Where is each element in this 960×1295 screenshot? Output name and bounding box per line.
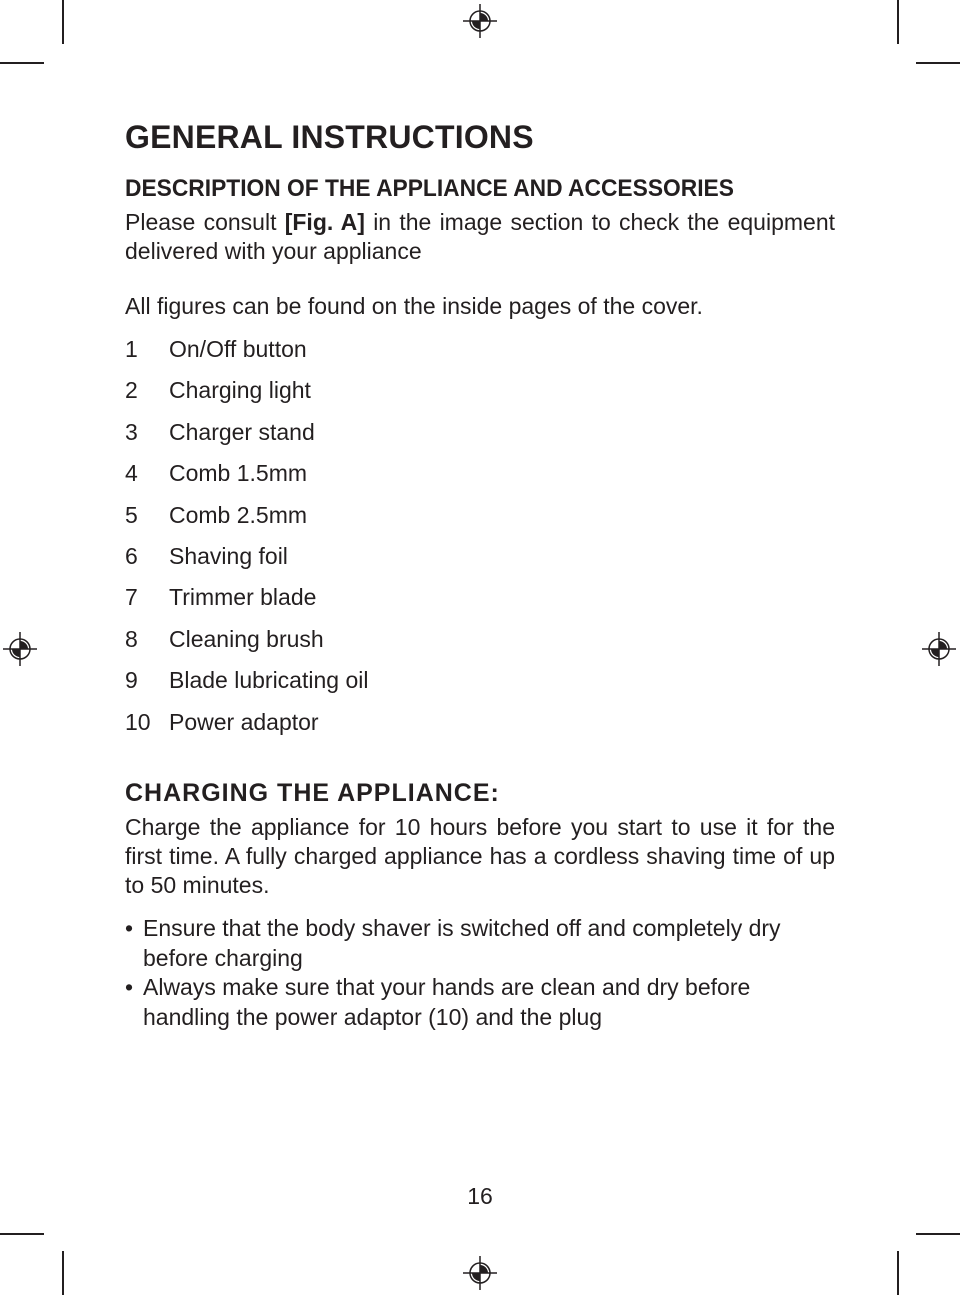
trim-mark [62,1251,64,1295]
trim-mark [897,0,899,44]
item-label: Shaving foil [169,543,288,570]
list-item [125,329,835,370]
intro-paragraph [125,208,835,266]
section-heading-description: DESCRIPTION OF THE APPLIANCE AND ACCESSORIES [125,175,734,202]
list-item [125,453,835,494]
list-item [125,495,835,536]
trim-mark [62,0,64,44]
item-number: 5 [125,501,138,528]
intro-text: Please consult [125,209,285,235]
trim-mark [897,1251,899,1295]
page-number: 16 [467,1183,493,1209]
list-item [125,660,835,701]
item-number: 4 [125,460,138,487]
charging-paragraph: Charge the appliance for 10 hours before you start to use it for the first time. A fully charged appliance has a cordless shaving time of up to 50 minutes. [125,814,835,899]
list-item [125,619,835,660]
item-number: 10 [125,708,151,735]
registration-mark-icon [463,4,497,38]
registration-mark-icon [463,1256,497,1290]
bullet-item [125,973,835,1032]
item-number: 1 [125,336,138,362]
item-label: Charging light [169,377,311,404]
item-number: 7 [125,584,138,611]
item-number: 9 [125,667,138,694]
page-title: GENERAL INSTRUCTIONS [125,119,534,155]
charging-bullets [125,914,835,1032]
trim-mark [916,1233,960,1235]
item-label: Comb 2.5mm [169,501,308,528]
trim-mark [916,62,960,64]
parts-list [125,329,835,743]
item-label: Power adaptor [169,708,319,735]
list-item [125,536,835,577]
page-content [125,118,835,1032]
item-label: Cleaning brush [169,625,324,652]
bullet-text: Ensure that the body shaver is switched off and completely dry before charging [143,915,781,971]
item-label: Trimmer blade [169,584,317,611]
bullet-text: Always make sure that your hands are clean and dry before handling the power adaptor (10) and the plug [143,974,751,1030]
item-label: Blade lubricating oil [169,667,369,694]
bullet-icon: • [125,974,134,1001]
figure-reference: [Fig. A] [284,209,365,235]
item-number: 6 [125,543,138,570]
registration-mark-icon [3,632,37,666]
item-label: Comb 1.5mm [169,460,308,487]
trim-mark [0,1233,44,1235]
list-item [125,412,835,453]
list-item [125,370,835,411]
bullet-item [125,914,835,973]
item-number: 8 [125,625,138,652]
section-heading-charging: CHARGING THE APPLIANCE: [125,779,500,808]
item-number: 3 [125,418,138,445]
figures-note: All figures can be found on the inside pages of the cover. [125,293,703,319]
item-number: 2 [125,377,138,404]
item-label: On/Off button [169,336,307,362]
trim-mark [0,62,44,64]
list-item [125,577,835,618]
list-item [125,702,835,743]
intro-text: in the image section to check the equipment delivered with your appliance [125,209,836,264]
item-label: Charger stand [169,418,315,445]
registration-mark-icon [922,632,956,666]
bullet-icon: • [125,915,134,942]
